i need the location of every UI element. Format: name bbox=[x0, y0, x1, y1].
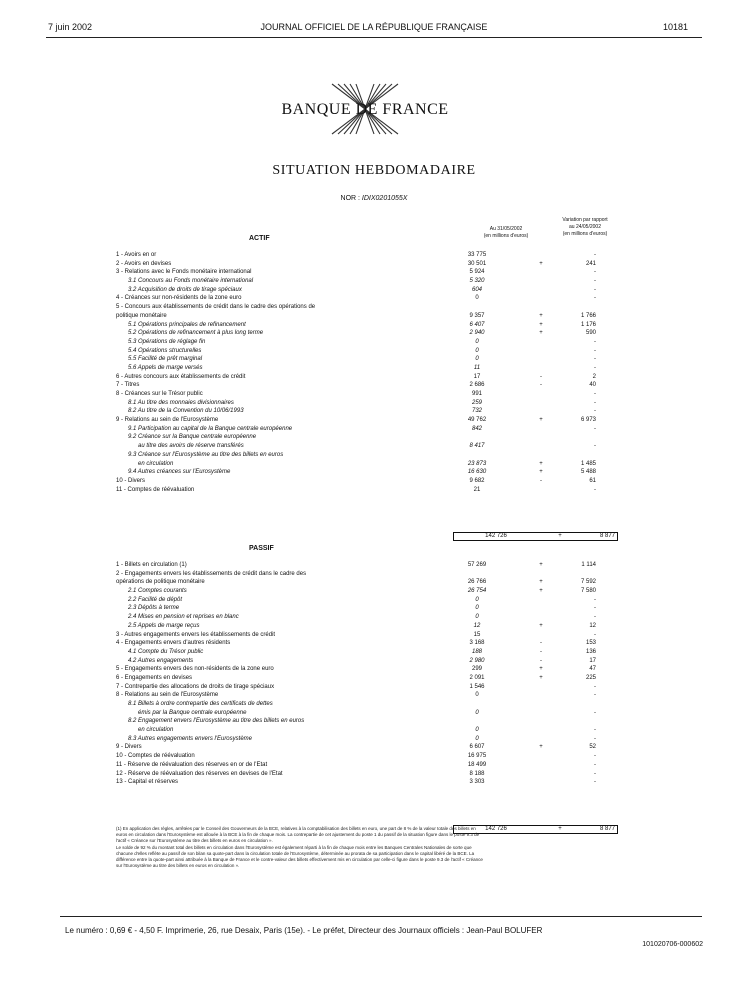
actif-row bbox=[116, 355, 636, 364]
row-value: 0 bbox=[475, 735, 479, 742]
header-rule bbox=[46, 37, 702, 38]
passif-heading: PASSIF bbox=[249, 545, 274, 552]
row-value: 3 168 bbox=[469, 640, 485, 647]
row-variation: - bbox=[594, 295, 596, 302]
row-variation: 1 485 bbox=[580, 460, 596, 467]
row-variation: 17 bbox=[589, 657, 596, 664]
row-value: 5 924 bbox=[469, 269, 485, 276]
row-variation: 1 176 bbox=[580, 321, 596, 328]
actif-row bbox=[116, 425, 636, 434]
row-value: 0 bbox=[475, 692, 479, 699]
row-value: 30 501 bbox=[467, 260, 487, 267]
row-sign: + bbox=[539, 417, 543, 424]
passif-total-sign: + bbox=[558, 826, 562, 832]
row-value: 6 407 bbox=[469, 321, 485, 328]
row-label: 13 - Capital et réserves bbox=[116, 778, 404, 787]
row-variation: - bbox=[594, 709, 596, 716]
passif-row bbox=[116, 752, 636, 761]
passif-row bbox=[116, 674, 636, 683]
row-label: 2.4 Mises en pension et reprises en blanc bbox=[116, 613, 404, 622]
row-value: 0 bbox=[475, 727, 479, 734]
row-value: 0 bbox=[475, 709, 479, 716]
journal-title: JOURNAL OFFICIEL DE LA RÉPUBLIQUE FRANÇAISE bbox=[260, 22, 488, 32]
row-label: 3 - Relations avec le Fonds monétaire international bbox=[116, 268, 404, 277]
row-label: 6 - Engagements en devises bbox=[116, 674, 404, 683]
row-value: 0 bbox=[475, 614, 479, 621]
row-value: 0 bbox=[475, 295, 479, 302]
row-label: 7 - Contrepartie des allocations de droits de tirage spéciaux bbox=[116, 683, 404, 692]
row-label: 11 - Réserve de réévaluation des réserves en or de l'Etat bbox=[116, 761, 404, 770]
passif-row bbox=[116, 648, 636, 657]
row-sign: + bbox=[539, 744, 543, 751]
actif-row bbox=[116, 381, 636, 390]
row-label: 8.2 Engagement envers l'Eurosystème au titre des billets en euros bbox=[116, 717, 404, 726]
row-label: au titre des avoirs de réserve transférés bbox=[116, 442, 404, 451]
row-variation: 136 bbox=[585, 648, 596, 655]
passif-total-value: 142 726 bbox=[485, 826, 507, 832]
logo-text: BANQUE DE FRANCE bbox=[281, 101, 449, 118]
passif-row bbox=[116, 770, 636, 779]
passif-row bbox=[116, 726, 636, 735]
row-value: 0 bbox=[475, 596, 479, 603]
actif-row bbox=[116, 451, 636, 460]
row-value: 11 bbox=[473, 364, 481, 371]
row-variation: 12 bbox=[589, 622, 596, 629]
row-label: 5.1 Opérations principales de refinancement bbox=[116, 321, 404, 330]
passif-row bbox=[116, 761, 636, 770]
actif-row bbox=[116, 468, 636, 477]
actif-row bbox=[116, 460, 636, 469]
column-header-variation-date: au 24/05/2002 bbox=[569, 224, 601, 230]
row-label: 5.5 Facilité de prêt marginal bbox=[116, 355, 404, 364]
row-label: 8.1 Billets à ordre contrepartie des certificats de dettes bbox=[116, 700, 404, 709]
row-variation: - bbox=[594, 596, 596, 603]
row-label: 9.4 Autres créances sur l'Eurosystème bbox=[116, 468, 404, 477]
row-value: 8 417 bbox=[469, 443, 485, 450]
footer-line: Le numéro : 0,69 € - 4,50 F. Imprimerie, 26, rue Desaix, Paris (15e). - Le préfet, Directeur des Journaux officiels : Jean-Paul BOLUFER bbox=[65, 926, 543, 935]
actif-row bbox=[116, 312, 636, 321]
row-variation: - bbox=[594, 761, 596, 768]
row-sign: + bbox=[539, 321, 543, 328]
actif-row bbox=[116, 442, 636, 451]
actif-row bbox=[116, 338, 636, 347]
actif-row bbox=[116, 486, 636, 495]
row-label: 10 - Comptes de réévaluation bbox=[116, 752, 404, 761]
row-sign: + bbox=[539, 312, 543, 319]
row-sign: + bbox=[539, 666, 543, 673]
row-variation: 2 bbox=[592, 373, 596, 380]
row-variation: 47 bbox=[589, 666, 596, 673]
row-value: 604 bbox=[471, 286, 482, 293]
row-label: 8 - Créances sur le Trésor public bbox=[116, 390, 404, 399]
document-title: SITUATION HEBDOMADAIRE bbox=[272, 163, 476, 178]
page-header bbox=[0, 22, 748, 36]
row-label: opérations de politique monétaire bbox=[116, 578, 404, 587]
row-label: 5.3 Opérations de réglage fin bbox=[116, 338, 404, 347]
row-label: 12 - Réserve de réévaluation des réserves en devises de l'Etat bbox=[116, 770, 404, 779]
row-label: 5.4 Opérations structurelles bbox=[116, 347, 404, 356]
row-label: 4 - Créances sur non-résidents de la zone euro bbox=[116, 294, 404, 303]
row-label: 2.3 Dépôts à terme bbox=[116, 604, 404, 613]
column-header-variation bbox=[540, 217, 630, 238]
row-label: 9.1 Participation au capital de la Banque centrale européenne bbox=[116, 425, 404, 434]
row-variation: - bbox=[594, 683, 596, 690]
row-variation: - bbox=[594, 692, 596, 699]
row-label: 4.1 Compte du Trésor public bbox=[116, 648, 404, 657]
row-sign: + bbox=[539, 330, 543, 337]
row-label: 1 - Avoirs en or bbox=[116, 251, 404, 260]
actif-row bbox=[116, 251, 636, 260]
actif-row bbox=[116, 286, 636, 295]
row-variation: 40 bbox=[589, 382, 596, 389]
row-variation: - bbox=[594, 605, 596, 612]
row-label: 9.3 Créance sur l'Eurosystème au titre des billets en euros bbox=[116, 451, 404, 460]
passif-table bbox=[116, 561, 636, 787]
actif-heading: ACTIF bbox=[249, 235, 270, 242]
actif-row bbox=[116, 260, 636, 269]
row-label: 4.2 Autres engagements bbox=[116, 657, 404, 666]
row-value: 2 091 bbox=[469, 674, 485, 681]
row-value: 18 499 bbox=[467, 761, 487, 768]
passif-row bbox=[116, 691, 636, 700]
row-sign: - bbox=[540, 657, 542, 664]
passif-row bbox=[116, 709, 636, 718]
row-value: 1 546 bbox=[469, 683, 485, 690]
row-value: 0 bbox=[475, 338, 479, 345]
row-label: 1 - Billets en circulation (1) bbox=[116, 561, 404, 570]
row-value: 0 bbox=[475, 605, 479, 612]
row-variation: - bbox=[594, 399, 596, 406]
row-label: 2.1 Comptes courants bbox=[116, 587, 404, 596]
row-variation: - bbox=[594, 408, 596, 415]
row-sign: - bbox=[540, 477, 542, 484]
row-sign: + bbox=[539, 622, 543, 629]
row-sign: - bbox=[540, 640, 542, 647]
row-value: 21 bbox=[473, 486, 481, 493]
actif-row bbox=[116, 303, 636, 312]
row-label: émis par la Banque centrale européenne bbox=[116, 709, 404, 718]
row-value: 17 bbox=[473, 373, 481, 380]
row-value: 9 682 bbox=[469, 477, 485, 484]
passif-row bbox=[116, 743, 636, 752]
row-variation: - bbox=[594, 735, 596, 742]
page-number: 10181 bbox=[662, 22, 688, 32]
row-variation: 7 580 bbox=[580, 588, 596, 595]
row-variation: - bbox=[594, 614, 596, 621]
column-header-current bbox=[466, 226, 546, 240]
row-value: 16 630 bbox=[467, 469, 487, 476]
passif-row bbox=[116, 561, 636, 570]
row-variation: - bbox=[594, 286, 596, 293]
passif-row bbox=[116, 578, 636, 587]
row-value: 732 bbox=[471, 408, 482, 415]
row-variation: 52 bbox=[589, 744, 596, 751]
row-variation: 225 bbox=[585, 674, 596, 681]
nor-label: NOR : bbox=[340, 195, 360, 202]
row-value: 259 bbox=[471, 399, 482, 406]
actif-row bbox=[116, 399, 636, 408]
row-variation: - bbox=[594, 779, 596, 786]
row-label: 6 - Autres concours aux établissements de crédit bbox=[116, 373, 404, 382]
row-value: 26 766 bbox=[467, 579, 487, 586]
passif-row bbox=[116, 587, 636, 596]
passif-row bbox=[116, 657, 636, 666]
actif-table bbox=[116, 251, 636, 494]
row-value: 49 762 bbox=[467, 417, 487, 424]
row-variation: 153 bbox=[585, 640, 596, 647]
row-label: 5.6 Appels de marge versés bbox=[116, 364, 404, 373]
row-variation: - bbox=[594, 770, 596, 777]
footnote-paragraph-1: (1) En application des règles, arrêtées par le Conseil des Gouverneurs de la BCE, relatives à la comptabilisation des billets en euro, une part de 8 % de la valeur totale des billets en euros en circulation dans l'Eurosystème est allouée à la BCE à la fin de chaque mois. La contrepartie de cet ajustement du poste 1 du passif de la situation figure dans le poste 9.3 de l'actif « Créance sur l'Eurosystème au titre des billets en euros en circulation ». bbox=[116, 826, 480, 844]
row-value: 188 bbox=[471, 648, 482, 655]
row-value: 0 bbox=[475, 347, 479, 354]
row-value: 2 980 bbox=[469, 657, 485, 664]
row-label: en circulation bbox=[116, 726, 404, 735]
passif-row bbox=[116, 622, 636, 631]
row-label: 3.1 Concours au Fonds monétaire international bbox=[116, 277, 404, 286]
row-label: en circulation bbox=[116, 460, 404, 469]
passif-row bbox=[116, 631, 636, 640]
row-label: 2 - Avoirs en devises bbox=[116, 260, 404, 269]
passif-total-variation: 8 877 bbox=[599, 826, 615, 832]
row-sign: + bbox=[539, 469, 543, 476]
row-label: 5.2 Opérations de refinancement à plus long terme bbox=[116, 329, 404, 338]
row-value: 16 975 bbox=[467, 753, 487, 760]
actif-total-sign: + bbox=[558, 533, 562, 539]
row-label: 2.2 Facilité de dépôt bbox=[116, 596, 404, 605]
row-variation: 1 766 bbox=[580, 312, 596, 319]
passif-row bbox=[116, 778, 636, 787]
row-label: 9 - Divers bbox=[116, 743, 404, 752]
row-variation: - bbox=[594, 631, 596, 638]
row-variation: - bbox=[594, 753, 596, 760]
row-variation: 7 592 bbox=[580, 579, 596, 586]
footnote-paragraph-2: Le solde de 92 % du montant total des billets en circulation dans l'Eurosystème est également réparti à la fin de chaque mois entre les Banques Centrales Nationales de sorte que chacune d'elles reflète au passif de son bilan sa quote-part dans la circulation totale de l'Eurosystème, déterminée au prorata de sa participation dans le capital libéré de la BCE. La différence entre la quote-part ainsi attribuée à la Banque de France et le contre-valeur des billets effectivement mis en circulation par celle-ci figure dans le poste 9.3 de l'actif « Créance sur l'Eurosystème au titre des billets en euros en circulation ». bbox=[116, 844, 483, 869]
column-header-current-date: Au 31/05/2002 bbox=[489, 226, 523, 232]
actif-row bbox=[116, 477, 636, 486]
actif-total-variation: 8 877 bbox=[599, 533, 615, 539]
actif-row bbox=[116, 329, 636, 338]
row-value: 57 269 bbox=[467, 562, 487, 568]
actif-total-value: 142 726 bbox=[485, 533, 507, 539]
row-sign: + bbox=[539, 674, 543, 681]
row-sign: + bbox=[539, 260, 543, 267]
row-variation: - bbox=[594, 727, 596, 734]
passif-row bbox=[116, 700, 636, 709]
actif-row bbox=[116, 364, 636, 373]
row-variation: 241 bbox=[585, 260, 596, 267]
row-variation: 5 488 bbox=[580, 469, 596, 476]
passif-row bbox=[116, 665, 636, 674]
row-value: 26 754 bbox=[467, 588, 487, 595]
nor-reference bbox=[0, 195, 748, 202]
column-header-variation-unit: (en millions d'euros) bbox=[562, 231, 608, 237]
actif-row bbox=[116, 321, 636, 330]
row-label: 10 - Divers bbox=[116, 477, 404, 486]
row-value: 33 775 bbox=[467, 252, 487, 258]
row-variation: - bbox=[594, 425, 596, 432]
row-variation: - bbox=[594, 269, 596, 276]
passif-row bbox=[116, 596, 636, 605]
row-label: 2 - Engagements envers les établissements de crédit dans le cadre des bbox=[116, 570, 307, 577]
row-variation: - bbox=[594, 278, 596, 285]
passif-row bbox=[116, 570, 636, 579]
row-variation: 61 bbox=[589, 477, 596, 484]
row-variation: - bbox=[594, 364, 596, 371]
actif-row bbox=[116, 373, 636, 382]
row-sign: + bbox=[539, 588, 543, 595]
row-variation: 1 114 bbox=[581, 562, 596, 568]
row-label: 9 - Relations au sein de l'Eurosystème bbox=[116, 416, 404, 425]
row-label: 5 - Concours aux établissements de crédit dans le cadre des opérations de bbox=[116, 304, 316, 311]
row-value: 6 607 bbox=[469, 744, 485, 751]
actif-row bbox=[116, 268, 636, 277]
row-variation: - bbox=[594, 443, 596, 450]
row-variation: - bbox=[594, 391, 596, 397]
row-sign: + bbox=[539, 460, 543, 467]
column-header-current-unit: (en millions d'euros) bbox=[483, 233, 529, 239]
row-variation: 590 bbox=[585, 330, 596, 337]
row-sign: - bbox=[540, 648, 542, 655]
row-label: 7 - Titres bbox=[116, 381, 404, 390]
row-value: 842 bbox=[471, 425, 482, 432]
footnote bbox=[116, 826, 488, 869]
row-variation: - bbox=[594, 356, 596, 363]
footer-code: 101020706-000602 bbox=[642, 941, 703, 948]
row-sign: + bbox=[539, 562, 543, 568]
actif-row bbox=[116, 277, 636, 286]
row-label: politique monétaire bbox=[116, 312, 404, 321]
actif-row bbox=[116, 407, 636, 416]
actif-row bbox=[116, 433, 636, 442]
row-label: 3 - Autres engagements envers les établissements de crédit bbox=[116, 631, 404, 640]
passif-row bbox=[116, 717, 636, 726]
row-label: 2.5 Appels de marge reçus bbox=[116, 622, 404, 631]
row-value: 2 686 bbox=[469, 382, 485, 389]
actif-row bbox=[116, 347, 636, 356]
row-sign: - bbox=[540, 382, 542, 389]
row-value: 299 bbox=[471, 666, 482, 673]
row-value: 8 188 bbox=[469, 770, 485, 777]
actif-total bbox=[453, 532, 618, 541]
issue-date: 7 juin 2002 bbox=[48, 22, 93, 32]
row-variation: - bbox=[594, 338, 596, 345]
row-value: 12 bbox=[473, 622, 481, 629]
actif-row bbox=[116, 416, 636, 425]
row-label: 9.2 Créance sur la Banque centrale européenne bbox=[116, 433, 404, 442]
row-value: 2 940 bbox=[469, 330, 485, 337]
passif-row bbox=[116, 604, 636, 613]
row-label: 4 - Engagements envers d'autres résidents bbox=[116, 639, 404, 648]
column-header-variation-title: Variation par rapport bbox=[562, 217, 608, 223]
passif-row bbox=[116, 683, 636, 692]
passif-row bbox=[116, 639, 636, 648]
nor-value: IDIX0201055X bbox=[361, 195, 408, 202]
passif-row bbox=[116, 735, 636, 744]
banque-de-france-logo bbox=[245, 80, 485, 140]
row-value: 3 303 bbox=[469, 779, 485, 786]
row-sign: + bbox=[539, 579, 543, 586]
footer-rule bbox=[60, 916, 702, 917]
passif-row bbox=[116, 613, 636, 622]
actif-row bbox=[116, 294, 636, 303]
row-label: 8.1 Au titre des monnaies divisionnaires bbox=[116, 399, 404, 408]
row-value: 9 357 bbox=[469, 312, 485, 319]
row-value: 5 320 bbox=[469, 278, 485, 285]
row-label: 3.2 Acquisition de droits de tirage spéciaux bbox=[116, 286, 404, 295]
row-label: 5 - Engagements envers des non-résidents de la zone euro bbox=[116, 665, 404, 674]
row-variation: - bbox=[594, 252, 596, 258]
row-variation: 6 973 bbox=[580, 417, 596, 424]
row-label: 8 - Relations au sein de l'Eurosystème bbox=[116, 691, 404, 700]
row-label: 11 - Comptes de réévaluation bbox=[116, 486, 404, 495]
row-label: 8.3 Autres engagements envers l'Eurosystème bbox=[116, 735, 404, 744]
row-variation: - bbox=[594, 486, 596, 493]
row-value: 15 bbox=[473, 631, 481, 638]
actif-row bbox=[116, 390, 636, 399]
row-value: 0 bbox=[475, 356, 479, 363]
row-variation: - bbox=[594, 347, 596, 354]
row-label: 8.2 Au titre de la Convention du 10/06/1993 bbox=[116, 407, 404, 416]
row-sign: - bbox=[540, 373, 542, 380]
row-value: 991 bbox=[471, 391, 482, 397]
row-value: 23 873 bbox=[467, 460, 487, 467]
